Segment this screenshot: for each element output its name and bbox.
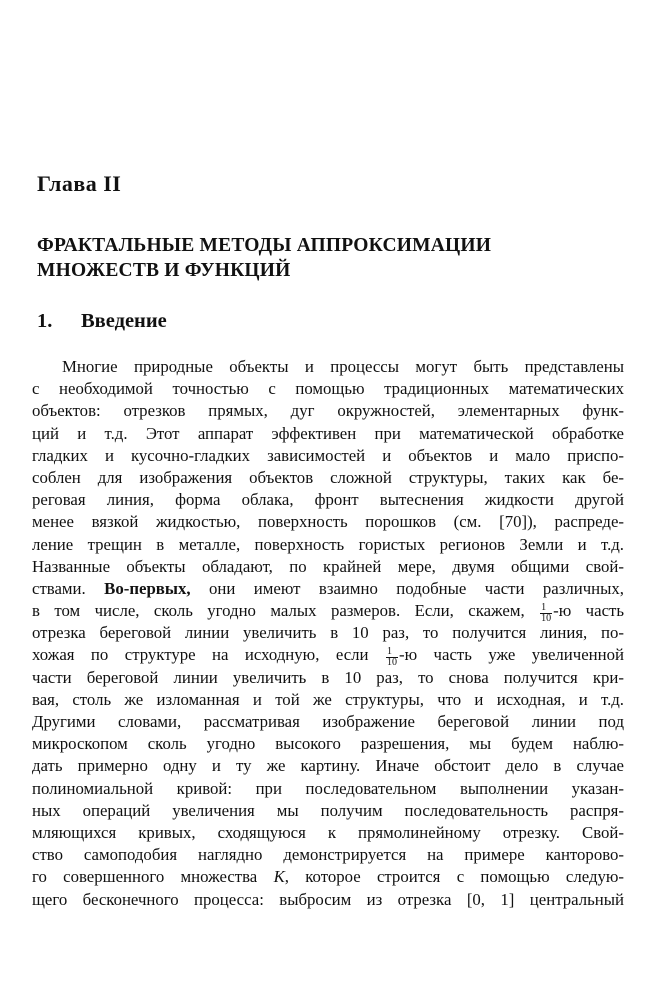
- text-line: Названные объекты обладают, по крайней мере, двумя общими свой-: [32, 556, 624, 576]
- text-line: щего бесконечного процесса: выбросим из отрезка [0, 1] центральный: [32, 889, 624, 909]
- text-line: менее вязкой жидкостью, поверхность порошков (см. [70]), распреде-: [32, 512, 624, 532]
- fraction: [386, 647, 398, 668]
- text-line: вая, столь же изломанная и той же структуры, что и исходная, и т.д.: [32, 689, 624, 709]
- emphasis-text: Во-первых,: [104, 578, 191, 598]
- text-line: [32, 578, 624, 600]
- text-line: Многие природные объекты и процессы могут быть представлены: [62, 357, 624, 376]
- text-line: [32, 644, 625, 669]
- chapter-title: [37, 233, 491, 283]
- text-line: ление трещин в металле, поверхность гористых регионов Земли и т.д.: [32, 534, 624, 554]
- body-text: [32, 356, 624, 911]
- text-line: реговая линия, форма облака, фронт вытеснения жидкости другой: [32, 490, 624, 510]
- text-line: полиномиальной кривой: при последовательном выполнении указан-: [32, 778, 624, 798]
- text-segment: в том числе, сколь угодно малых размеров. Если, скажем,: [32, 601, 525, 621]
- math-symbol: K: [273, 867, 285, 887]
- text-line: с необходимой точностью с помощью традиционных математических: [32, 379, 624, 399]
- section-title: Введение: [81, 310, 167, 332]
- text-line: [32, 866, 624, 888]
- section-number: 1.: [37, 310, 53, 332]
- text-line: части береговой линии увеличить в 10 раз, то снова получится кри-: [32, 667, 624, 687]
- text-line: Другими словами, рассматривая изображение береговой линии под: [32, 712, 624, 731]
- text-line: гладких и кусочно-гладких зависимостей и объектов и мало приспо-: [32, 445, 624, 465]
- text-line: микроскопом сколь угодно высокого разрешения, мы будем наблю-: [32, 734, 624, 754]
- text-segment: -ю часть уже увеличенной: [398, 645, 625, 665]
- text-segment: го совершенного множества: [32, 867, 258, 887]
- text-line: ных операций увеличения мы получим последовательность распря-: [32, 800, 624, 820]
- fraction-denominator: 10: [386, 657, 397, 669]
- chapter-title-line: ФРАКТАЛЬНЫЕ МЕТОДЫ АППРОКСИМАЦИИ: [37, 235, 492, 256]
- text-line: [32, 600, 625, 625]
- fraction: [540, 603, 552, 624]
- chapter-title-line: МНОЖЕСТВ И ФУНКЦИЙ: [37, 260, 291, 281]
- text-line: мляющихся кривых, сходящуюся к прямолинейному отрезку. Свой-: [32, 822, 624, 842]
- text-line: ций и т.д. Этот аппарат эффективен при математической обработке: [32, 423, 624, 443]
- text-segment: ствами.: [32, 578, 86, 598]
- text-line: объектов: отрезков прямых, дуг окружностей, элементарных функ-: [32, 401, 624, 421]
- section-heading: [37, 310, 167, 333]
- text-line: ство самоподобия наглядно демонстрируется на примере канторово-: [32, 845, 624, 865]
- text-line: отрезка береговой линии увеличить в 10 раз, то получится линия, по-: [32, 623, 624, 643]
- fraction-numerator: 1: [386, 647, 398, 658]
- text-segment: они имеют взаимно подобные части различных,: [208, 578, 624, 598]
- text-line: дать примерно одну и ту же картину. Иначе обстоит дело в случае: [32, 756, 624, 776]
- fraction-numerator: 1: [540, 603, 552, 614]
- text-segment: , которое строится с помощью следую-: [284, 867, 624, 887]
- text-segment: хожая по структуре на исходную, если: [32, 645, 369, 665]
- text-line: соблен для изображения объектов сложной структуры, таких как бе-: [32, 467, 624, 487]
- text-segment: -ю часть: [553, 601, 625, 621]
- fraction-denominator: 10: [541, 613, 552, 625]
- chapter-heading: Глава II: [37, 171, 122, 196]
